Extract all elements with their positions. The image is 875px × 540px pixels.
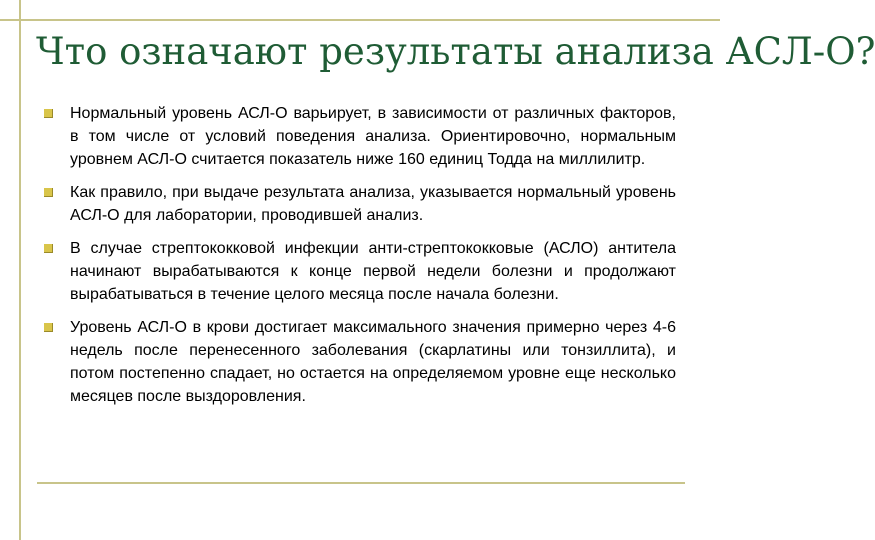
bullet-text: Уровень АСЛ-О в крови достигает максимального значения примерно через 4-6 недель после перенесенного заболевания (скарлатины или тонзиллита), и потом постепенно спадает, но остается на определяемом уровне еще несколько месяцев после выздоровления. [70,319,676,405]
bullet-item [44,316,676,408]
bullet-text: Нормальный уровень АСЛ-О варьирует, в зависимости от различных факторов, в том числе от условий поведения анализа. Ориентировочно, нормальным уровнем АСЛ-О считается показатель ниже 160 единиц Тодда на миллилитр. [70,105,676,168]
square-bullet-icon [44,323,53,332]
bullet-item [44,181,676,227]
slide-title: Что означают результаты анализа АСЛ-О? [36,30,875,73]
bullet-item [44,237,676,306]
frame-top-line [0,19,720,21]
bullet-item [44,102,676,171]
bullet-text: В случае стрептококковой инфекции анти-стрептококковые (АСЛО) антитела начинают вырабатываются к конце первой недели болезни и продолжают вырабатываться в течение целого месяца после начала болезни. [70,240,676,303]
square-bullet-icon [44,244,53,253]
bullet-text: Как правило, при выдаче результата анализа, указывается нормальный уровень АСЛ-О для лаборатории, проводившей анализ. [70,184,676,224]
frame-vertical-line [19,0,21,540]
square-bullet-icon [44,109,53,118]
frame-bottom-line [37,482,685,484]
square-bullet-icon [44,188,53,197]
bullet-list [44,102,676,418]
